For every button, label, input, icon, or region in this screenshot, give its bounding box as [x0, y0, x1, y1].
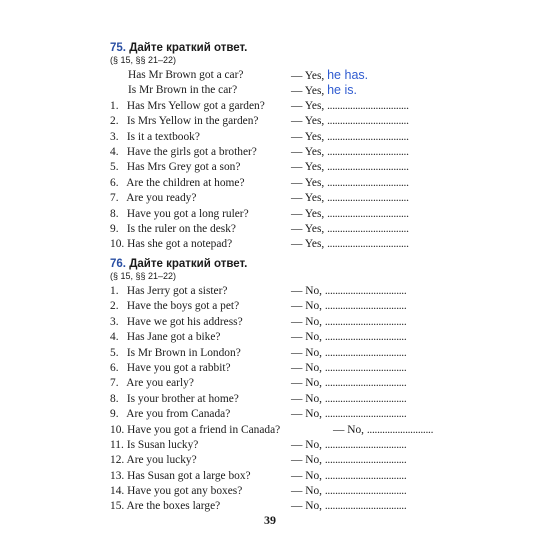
question-row [110, 191, 430, 206]
question-row [110, 114, 430, 129]
question-row [110, 160, 430, 175]
question: 15. Are the boxes large? [110, 499, 220, 514]
answer-blank[interactable]: — Yes, ................................ [291, 192, 409, 205]
grammar-reference: (§ 15, §§ 21–22) [110, 55, 177, 65]
question: 1. Has Jerry got a sister? [110, 284, 227, 299]
question: 9. Are you from Canada? [110, 407, 230, 422]
question: 5. Has Mrs Grey got a son? [110, 160, 240, 175]
question: 3. Is it a textbook? [110, 130, 200, 145]
question-row [110, 130, 430, 145]
question-number: 2. [110, 300, 119, 313]
answer-blank[interactable]: — No, ................................ [291, 361, 407, 374]
question: 7. Are you early? [110, 376, 194, 391]
question: 6. Have you got a rabbit? [110, 361, 231, 376]
question-number: 8. [110, 392, 119, 405]
answer-blank[interactable]: — Yes, ................................ [291, 99, 409, 112]
answer-blank[interactable]: — No, ................................ [291, 485, 407, 498]
question-number: 14. [110, 485, 125, 498]
answer-blank[interactable]: — No, .......................... [333, 423, 434, 436]
example-answer: — Yes, he has. [291, 68, 369, 82]
answer-blank[interactable]: — No, ................................ [291, 392, 407, 405]
example-answer-text: he is. [327, 83, 357, 98]
question-number: 4. [110, 331, 119, 344]
question-row [110, 145, 430, 160]
question: 4. Has Jane got a bike? [110, 330, 220, 345]
exercise-76 [110, 258, 434, 515]
question-row [110, 484, 430, 499]
question-number: 13. [110, 469, 125, 482]
answer-blank[interactable]: — No, ................................ [291, 469, 407, 482]
question-number: 3. [110, 130, 119, 143]
exercise-number: 75. [110, 42, 126, 54]
exercise-heading [110, 42, 430, 55]
exercise-title: Дайте краткий ответ. [129, 42, 248, 54]
answer-blank[interactable]: — No, ................................ [291, 315, 407, 328]
question-number: 10. [110, 238, 125, 251]
grammar-reference: (§ 15, §§ 21–22) [110, 271, 177, 281]
question: 4. Have the girls got a brother? [110, 145, 257, 160]
question-row [110, 423, 434, 438]
question: 13. Has Susan got a large box? [110, 469, 251, 484]
question-row [110, 237, 430, 252]
question-row [110, 438, 430, 453]
question-number: 10. [110, 423, 125, 436]
example-question: Is Mr Brown in the car? [128, 84, 238, 97]
question: 10. Have you got a friend in Canada? [110, 423, 280, 438]
question-row [110, 284, 430, 299]
question-number: 3. [110, 315, 119, 328]
question-number: 1. [110, 99, 119, 112]
question: 7. Are you ready? [110, 191, 196, 206]
answer-blank[interactable]: — Yes, ................................ [291, 222, 409, 235]
question: 12. Are you lucky? [110, 453, 197, 468]
question-row [110, 299, 430, 314]
answer-blank[interactable]: — No, ................................ [291, 300, 407, 313]
answer-blank[interactable]: — Yes, ................................ [291, 207, 409, 220]
question: 8. Is your brother at home? [110, 392, 239, 407]
exercise-heading [110, 258, 430, 271]
answer-blank[interactable]: — No, ................................ [291, 346, 407, 359]
answer-blank[interactable]: — No, ................................ [291, 377, 407, 390]
question-row [110, 407, 430, 422]
question-row [110, 222, 430, 237]
answer-blank[interactable]: — Yes, ................................ [291, 130, 409, 143]
question-number: 15. [110, 500, 125, 513]
question-row [110, 453, 430, 468]
question-row [110, 99, 430, 114]
answer-blank[interactable]: — No, ................................ [291, 408, 407, 421]
exercise-75 [110, 42, 430, 253]
question-number: 8. [110, 207, 119, 220]
question: 2. Is Mrs Yellow in the garden? [110, 114, 258, 129]
question-number: 9. [110, 222, 119, 235]
example-answer: — Yes, he is. [291, 83, 357, 98]
question-number: 6. [110, 176, 119, 189]
answer-blank[interactable]: — Yes, ................................ [291, 161, 409, 174]
question-row [110, 176, 430, 191]
answer-blank[interactable]: — No, ................................ [291, 438, 407, 451]
exercise-number: 76. [110, 258, 126, 270]
answer-blank[interactable]: — Yes, ................................ [291, 145, 409, 158]
question-row [110, 315, 430, 330]
answer-blank[interactable]: — No, ................................ [291, 500, 407, 513]
question-number: 5. [110, 346, 119, 359]
question: 2. Have the boys got a pet? [110, 299, 239, 314]
question-row [110, 392, 430, 407]
question-number: 1. [110, 285, 119, 297]
question: 14. Have you got any boxes? [110, 484, 242, 499]
question: 10. Has she got a notepad? [110, 237, 232, 252]
question: 3. Have we got his address? [110, 315, 243, 330]
question-number: 7. [110, 192, 119, 205]
question-number: 6. [110, 361, 119, 374]
question-row [110, 361, 430, 376]
question-row [110, 207, 430, 222]
question-number: 5. [110, 161, 119, 174]
question: 6. Are the children at home? [110, 176, 245, 191]
question-row [110, 376, 430, 391]
answer-blank[interactable]: — Yes, ................................ [291, 176, 409, 189]
example-row [110, 68, 430, 83]
answer-blank[interactable]: — No, ................................ [291, 454, 407, 467]
answer-blank[interactable]: — Yes, ................................ [291, 115, 409, 128]
example-question: Has Mr Brown got a car? [128, 69, 244, 81]
answer-blank[interactable]: — No, ................................ [291, 331, 407, 344]
question: 5. Is Mr Brown in London? [110, 346, 241, 361]
question-row [110, 346, 430, 361]
question-number: 12. [110, 454, 125, 467]
question-number: 7. [110, 377, 119, 390]
question-number: 2. [110, 115, 119, 128]
question: 1. Has Mrs Yellow got a garden? [110, 99, 265, 114]
exercise-title: Дайте краткий ответ. [129, 258, 248, 270]
question-number: 11. [110, 438, 124, 451]
question-row [110, 469, 430, 484]
question: 11. Is Susan lucky? [110, 438, 198, 453]
answer-blank[interactable]: — Yes, ................................ [291, 238, 409, 251]
page-number: 39 [264, 513, 276, 527]
question-number: 9. [110, 408, 119, 421]
question-number: 4. [110, 145, 119, 158]
question-row [110, 330, 430, 345]
answer-blank[interactable]: — No, ................................ [291, 285, 407, 297]
question: 8. Have you got a long ruler? [110, 207, 249, 222]
example-answer-text: he has. [327, 68, 369, 82]
question: 9. Is the ruler on the desk? [110, 222, 236, 237]
example-row [110, 83, 430, 98]
